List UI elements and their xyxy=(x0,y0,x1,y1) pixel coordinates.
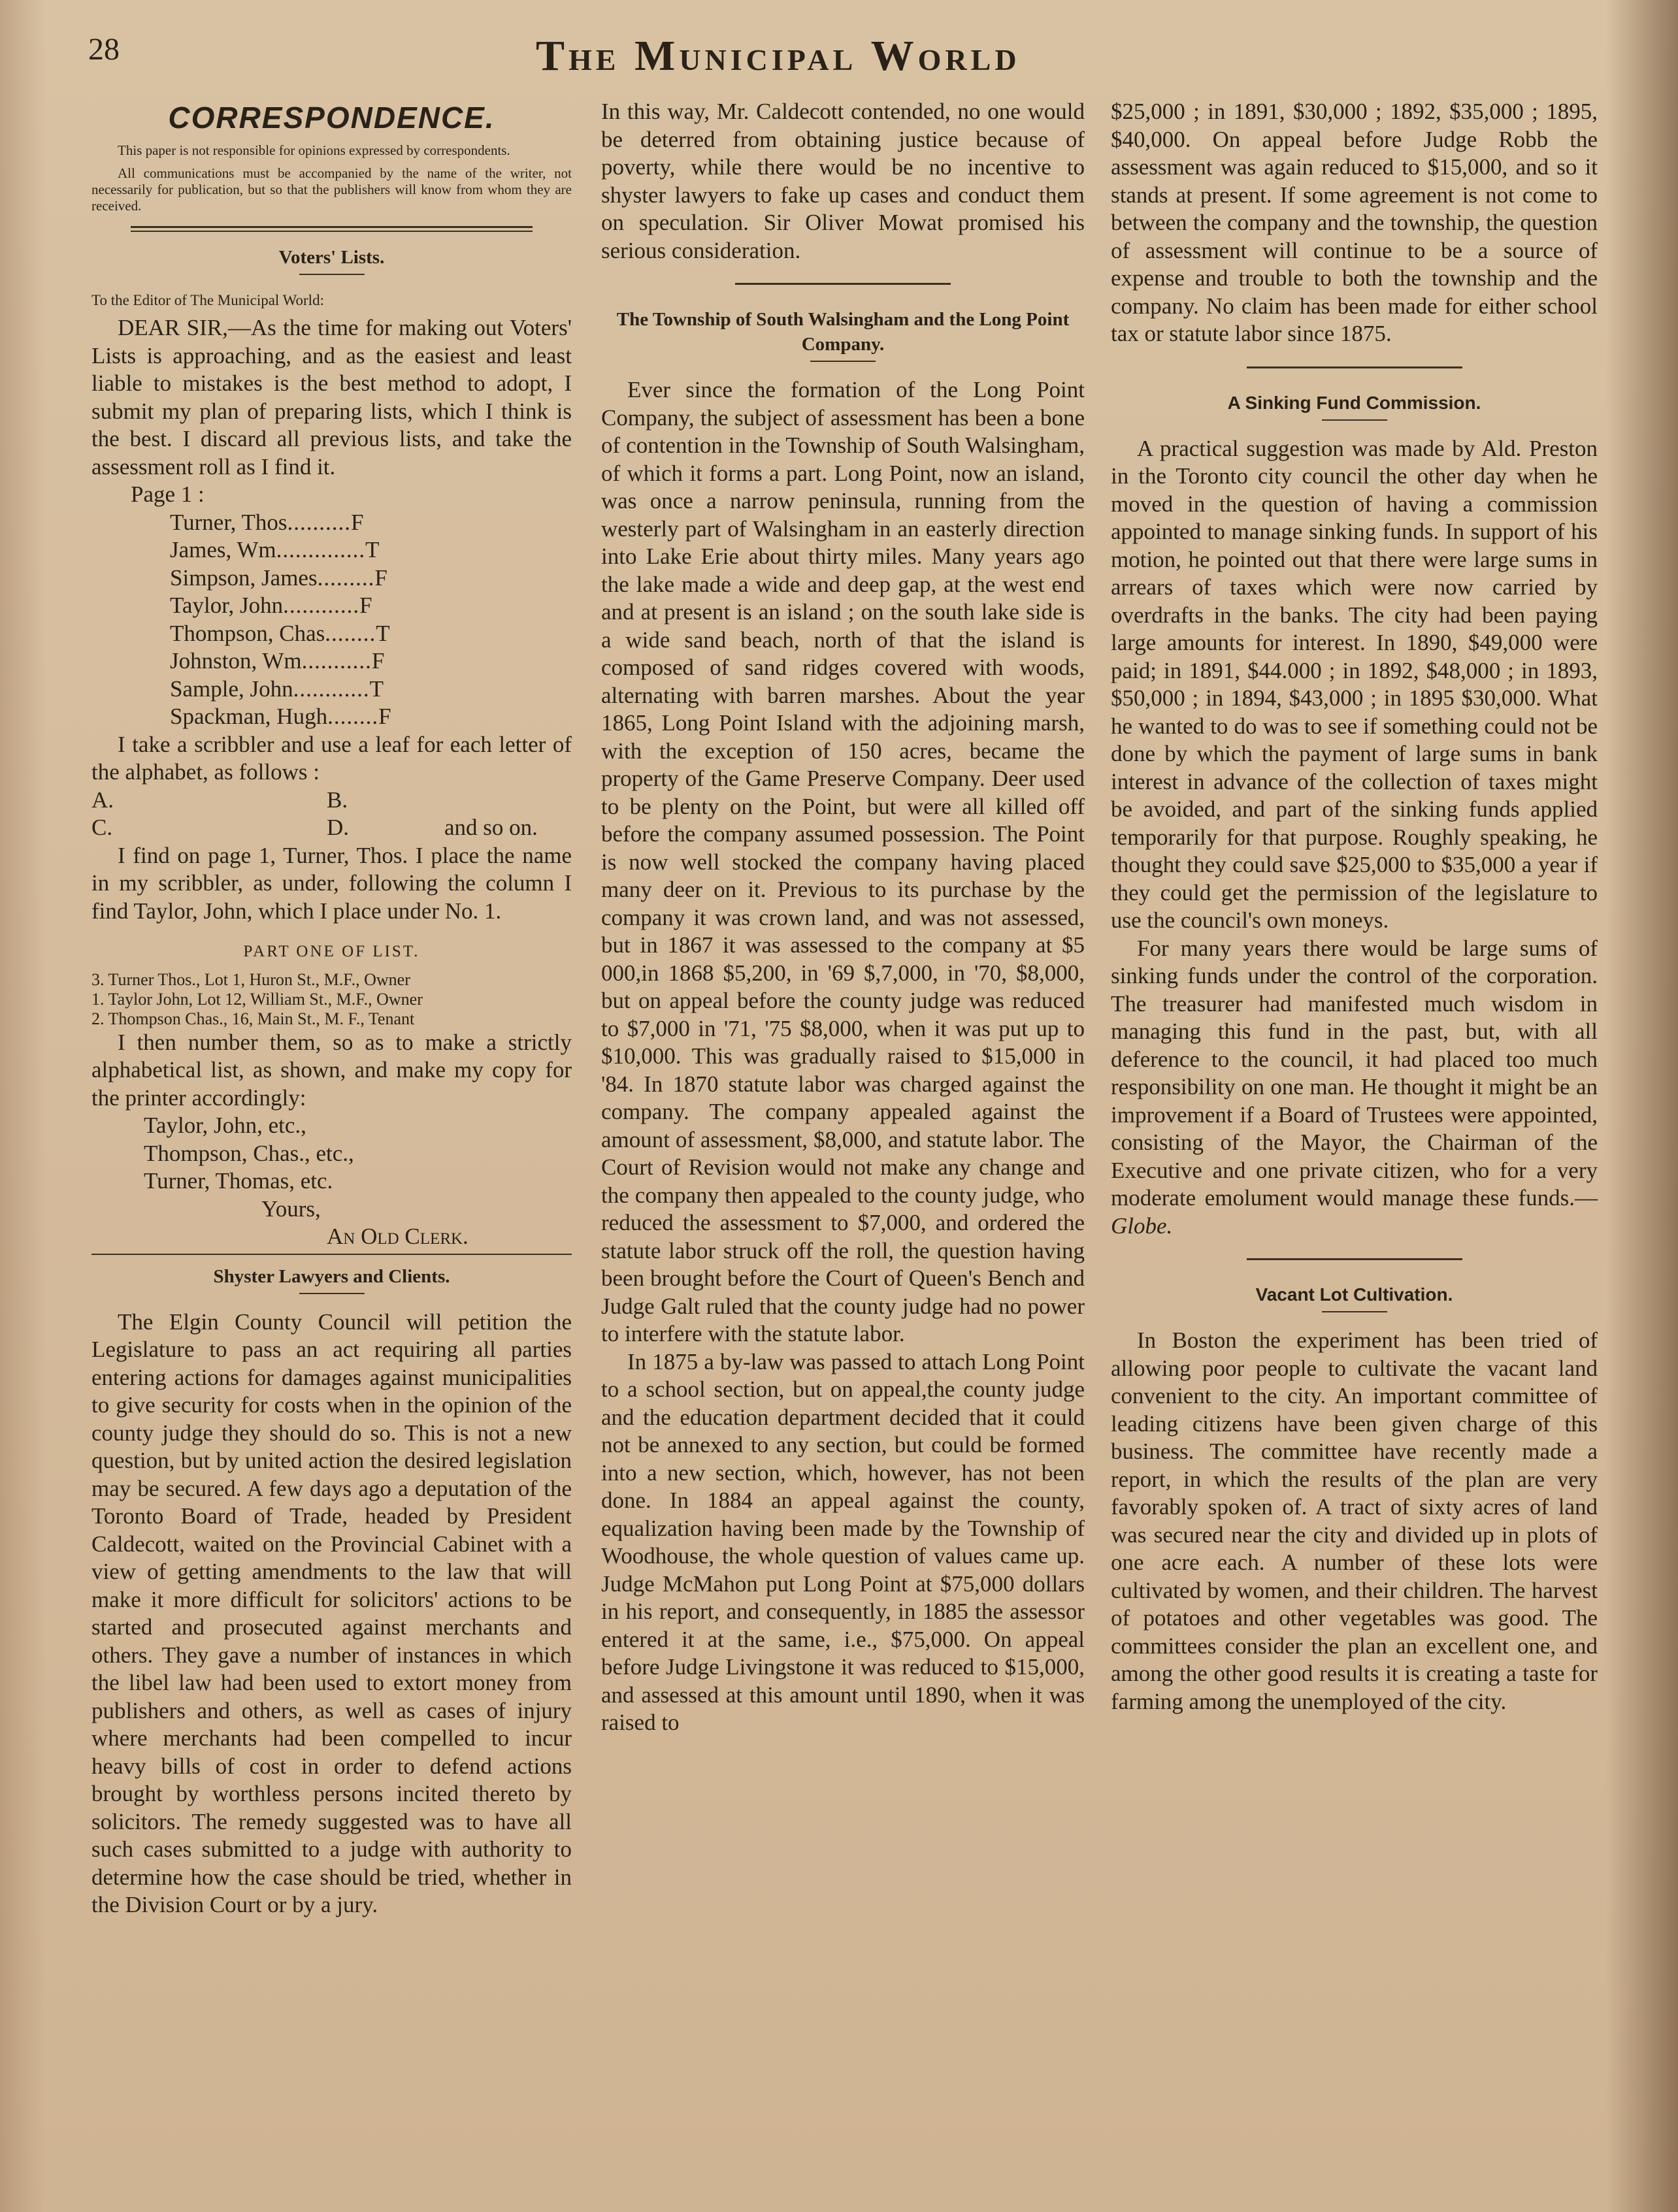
alpha-d: D. xyxy=(327,815,350,840)
list-item xyxy=(91,536,572,564)
shyster-paragraph-2: In this way, Mr. Caldecott contended, no one would be deterred from obtaining justice because of poverty, while there would be no incentive to shyster lawyers to fake up cases and conduct them on speculation. Sir Oliver Mowat promised his serious consideration. xyxy=(601,99,1085,263)
assessment-list xyxy=(91,509,572,731)
voters-lists-heading: Voters' Lists. xyxy=(278,247,385,268)
list-item xyxy=(91,703,572,731)
list-dots: ........ xyxy=(327,704,379,729)
column-3 xyxy=(1111,98,1598,1716)
section-rule xyxy=(1247,366,1462,368)
list-name: Simpson, James xyxy=(170,564,318,591)
divider xyxy=(1322,419,1387,421)
signature: An Old Clerk. xyxy=(327,1224,469,1249)
list-code: F xyxy=(378,704,391,729)
alpha-c: C. xyxy=(91,815,113,840)
list-dots: ........... xyxy=(301,648,372,674)
list-dots: ............ xyxy=(293,675,370,702)
disclaimer xyxy=(91,142,572,214)
alpha-tail: and so on. xyxy=(444,815,538,840)
column-2 xyxy=(601,98,1085,1737)
list-code: F xyxy=(350,509,364,535)
voters-paragraph-1: DEAR SIR,—As the time for making out Voters' Lists is approaching, and as the easiest and least liable to mistakes is the best method to adopt, I submit my plan of preparing lists, which I think is the best. I discard all previous lists, and take the assessment roll as I find it. xyxy=(91,315,572,480)
section-rule xyxy=(735,283,951,285)
list-code: F xyxy=(374,564,387,591)
list-code: T xyxy=(376,620,390,646)
sinking-paragraph-1: A practical suggestion was made by Ald. Preston in the Toronto city council the other day when he moved in the question of having a commission appointed to manage sinking funds. In support of his motion, he pointed out that there were large sums in arrears of taxes which were now carried by overdrafts in the banks. The city had been paying large amounts for interest. In 1890, $49,000 were paid; in 1891, $44.000 ; in 1892, $48,000 ; in 1893, $50,000 ; in 1894, $43,000 ; in 1895 $30,000. What he wanted to do was to see if something could not be done by which the payment of large sums in bank interest in advance of the collection of taxes might be avoided, and part of the sinking funds applied temporarily for that purpose. Roughly speaking, he thought they could save $25,000 to $35,000 a year if they could get the permission of the legislature to use the council's own moneys. xyxy=(1111,435,1598,933)
list-item xyxy=(91,509,572,537)
list-code: T xyxy=(369,675,384,702)
double-rule-bottom xyxy=(131,231,533,232)
list-item xyxy=(91,620,572,648)
walsingham-heading: The Township of South Walsingham and the Long Point Company. xyxy=(616,309,1070,355)
list-dots: ........ xyxy=(325,620,376,646)
list-item xyxy=(91,564,572,593)
sinking-fund-heading: A Sinking Fund Commission. xyxy=(1227,392,1481,413)
list-code: F xyxy=(371,648,385,674)
list-dots: ............ xyxy=(283,593,360,618)
shyster-heading: Shyster Lawyers and Clients. xyxy=(213,1265,450,1287)
sinking-paragraph-2 xyxy=(1111,935,1598,1241)
list-name: Sample, John xyxy=(170,675,293,702)
list-dots: ......... xyxy=(317,564,375,591)
disclaimer-1: This paper is not responsible for opinions expressed by correspondents. xyxy=(118,142,510,158)
list-item xyxy=(91,675,572,704)
alphabet-row-1 xyxy=(91,787,572,815)
correspondence-title: CORRESPONDENCE. xyxy=(168,101,495,135)
list-dots: .............. xyxy=(276,537,366,562)
list-code: F xyxy=(359,593,372,618)
walsingham-paragraph-1: Ever since the formation of the Long Point Company, the subject of assessment has been a bone of contention in the Township of South Walsingham, of which it forms a part. Long Point, now an island, was once a narrow peninsula, running from the westerly part of Walsingham in an easterly direction into Lake Erie about thirty miles. Many years ago the lake made a wide and deep gap, at the west end and at present is an island ; on the south lake side is a wide sand beach, north of that the island is composed of sand ridges covered with woods, alternating with barren marshes. About the year 1865, Long Point Island with the adjoining marsh, with the exception of 150 acres, became the property of the Game Preserve Company. Deer used to be plenty on the Point, but were all killed off before the company assumed possession. The Point is now well stocked the company having placed many deer on it. Previous to its purchase by the company it was crown land, and was not assessed, but in 1867 it was assessed to the company at $5 000,in 1868 $5,200, in '69 $,7,000, in '70, $8,000, but on appeal before the county judge was reduced to $7,000 in '71, '75 $8,000, when it was put up to $10,000. This was gradually raised to $15,000 in '84. In 1870 statute labor was charged against the company. The company appealed against the amount of assessment, $8,000, and statute labor. The Court of Revision would not make any change and the company then appealed to the county judge, who reduced the assessment to $7,000, and ordered the statute labor struck off the roll, the question having been brought before the Court of Queen's Bench and Judge Galt ruled that the county judge had no power to interfere with the statute labor. xyxy=(601,377,1085,1346)
list-name: Spackman, Hugh xyxy=(170,704,328,729)
copy-line: Taylor, John, etc., xyxy=(144,1113,306,1138)
list-item xyxy=(91,647,572,675)
entries-list xyxy=(91,970,572,1029)
list-code: T xyxy=(365,537,380,562)
alphabet-row-2 xyxy=(91,814,572,842)
list-name: Johnston, Wm xyxy=(170,648,302,674)
part-one-heading: PART ONE OF LIST. xyxy=(243,943,420,960)
walsingham-paragraph-2: In 1875 a by-law was passed to attach Long Point to a school section, but on appeal,the county judge and the education department decided that it could not be annexed to any section, but could be formed into a new section, which, however, has not been done. In 1884 an appeal against the county, equalization having been made by the Township of Woodhouse, the whole question of values came up. Judge McMahon put Long Point at $75,000 dollars in his report, and consequently, in 1885 the assessor entered it at the same, i.e., $75,000. On appeal before Judge Livingstone it was reduced to $15,000, and assessed at this amount until 1890, when it was raised to xyxy=(601,1348,1085,1735)
vacant-paragraph-1: In Boston the experiment has been tried of allowing poor people to cultivate the vacant land convenient to the city. An important committee of leading citizens have been given charge of this business. The committee have recently made a report, in which the results of the plan are very favorably spoken of. A tract of sixty acres of land was secured near the city and divided up in plots of one acre each. A number of these lots were cultivated by women, and their children. The harvest of potatoes and other vegetables was good. The committees consider the plan an excellent one, and among the other good results it is creating a taste for farming among the unemployed of the city. xyxy=(1111,1327,1598,1714)
list-entry: 2. Thompson Chas., 16, Main St., M. F., Tenant xyxy=(91,1009,415,1028)
divider xyxy=(299,274,365,275)
list-entry: 3. Turner Thos., Lot 1, Huron St., M.F., Owner xyxy=(91,969,410,989)
list-name: James, Wm xyxy=(170,537,276,562)
page-label: Page 1 : xyxy=(131,481,205,507)
section-rule xyxy=(1247,1258,1462,1260)
divider xyxy=(299,1293,365,1294)
list-name: Thompson, Chas xyxy=(170,620,325,646)
list-entry: 1. Taylor John, Lot 12, William St., M.F., Owner xyxy=(91,989,423,1009)
divider xyxy=(91,1254,572,1255)
shyster-paragraph-1: The Elgin County Council will petition the Legislature to pass an act requiring all parties entering actions for damages against municipalities to give security for costs when in the opinion of the county judge they should do so. This is not a new question, but by united action the desired legislation may be secured. A few days ago a deputation of the Toronto Board of Trade, headed by President Caldecott, waited on the Provincial Cabinet with a view of getting amendments to the law that will make it more difficult for solicitors' actions to be started and prosecuted against merchants and others. They gave a number of instances in which the libel law had been used to extort money from publishers and others, as well as cases of injury where merchants had been compelled to incur heavy bills of cost in order to defend actions brought by worthless persons incited thereto by solicitors. The remedy suggested was to have all such cases submitted to a judge with authority to determine how the case should be tried, whether in the Division Court or by a jury. xyxy=(91,1309,572,1917)
list-item xyxy=(91,592,572,620)
walsingham-paragraph-3: $25,000 ; in 1891, $30,000 ; 1892, $35,000 ; 1895, $40,000. On appeal before Judge Robb the assessment was again reduced to $15,000, and so it stands at present. If some agreement is not come to between the company and the township, the question of assessment will continue to be a source of expense and trouble to both the township and the company. No claim has been made for either school tax or statute labor since 1875. xyxy=(1111,99,1598,346)
list-name: Taylor, John xyxy=(170,593,284,618)
divider xyxy=(1322,1311,1387,1312)
list-dots: .......... xyxy=(287,509,351,535)
masthead: The Municipal World xyxy=(536,32,1021,80)
double-rule-top xyxy=(131,226,533,228)
page-number: 28 xyxy=(88,32,120,67)
alpha-b: B. xyxy=(327,787,348,813)
vacant-lot-heading: Vacant Lot Cultivation. xyxy=(1255,1284,1453,1305)
alpha-a: A. xyxy=(91,787,114,813)
list-name: Turner, Thos xyxy=(170,509,288,535)
to-editor-line: To the Editor of The Municipal World: xyxy=(91,292,324,308)
column-1 xyxy=(91,98,572,1919)
source-credit: Globe. xyxy=(1111,1212,1173,1239)
voters-paragraph-2: I take a scribbler and use a leaf for each letter of the alphabet, as follows : xyxy=(91,731,572,785)
copy-line: Thompson, Chas., etc., xyxy=(144,1140,354,1166)
voters-paragraph-3: I find on page 1, Turner, Thos. I place the name in my scribbler, as under, following the column I find Taylor, John, which I place under No. 1. xyxy=(91,842,572,924)
disclaimer-2: All communications must be accompanied by the name of the writer, not necessarily for publication, but so that the publishers will know from whom they are received. xyxy=(91,165,572,214)
copy-line: Turner, Thomas, etc. xyxy=(144,1168,333,1194)
divider xyxy=(810,361,876,362)
valediction: Yours, xyxy=(261,1195,321,1222)
voters-paragraph-4: I then number them, so as to make a strictly alphabetical list, as shown, and make my copy for the printer accordingly: xyxy=(91,1029,572,1111)
sinking-paragraph-2-text: For many years there would be large sums of sinking funds under the control of the corporation. The treasurer had manifested much wisdom in managing this fund in the past, but, with all deference to the council, it had placed too much responsibility on one man. He thought it might be an improvement if a Board of Trustees were appointed, consisting of the Mayor, the Chairman of the Executive and one private citizen, who for a very moderate emolument would manage these funds.— xyxy=(1111,935,1598,1211)
